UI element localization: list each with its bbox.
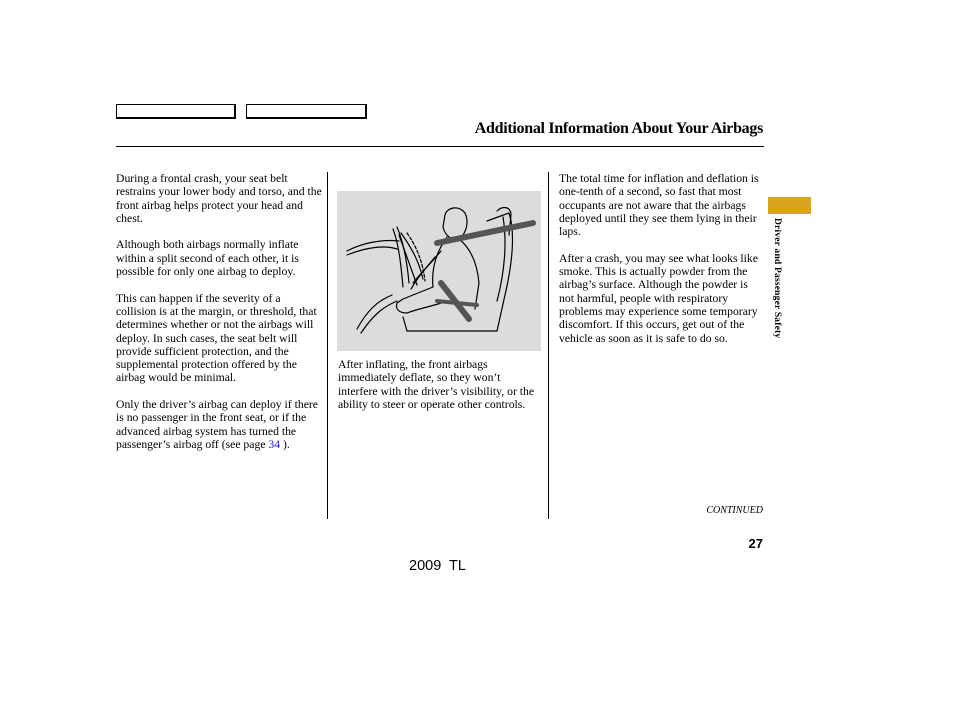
section-tab bbox=[768, 197, 811, 214]
column-divider bbox=[327, 172, 328, 519]
column-divider bbox=[548, 172, 549, 519]
illustration-caption: After inflating, the front airbags immediately deflate, so they won’t interfere with the driver’s visibility, or the ability to steer or operate other controls. bbox=[338, 358, 535, 411]
paragraph bbox=[116, 398, 322, 451]
paragraph: This can happen if the severity of a collision is at the margin, or threshold, that determines whether or not the airbags will deploy. In such cases, the seat belt will provide sufficient protection, and the supplemental protection offered by the airbag would be minimal. bbox=[116, 291, 317, 385]
nav-button-previous[interactable] bbox=[116, 104, 236, 119]
text-column-middle bbox=[338, 358, 538, 424]
page-title: Additional Information About Your Airbags bbox=[474, 120, 763, 137]
continued-label: CONTINUED bbox=[706, 505, 763, 516]
title-rule bbox=[116, 146, 764, 147]
paragraph: After a crash, you may see what looks like smoke. This is actually powder from the airbag’s surface. Although the powder is not harmful, people with respiratory problems may experience some temporary discomfort. If this occurs, get out of the vehicle as soon as it is safe to do so. bbox=[559, 251, 758, 345]
text-column-left bbox=[116, 172, 322, 465]
airbag-deploy-icon bbox=[337, 191, 541, 351]
paragraph: The total time for inflation and deflation is one-tenth of a second, so fast that most occupants are not aware that the airbags deployed until they see them lying in their laps. bbox=[559, 172, 759, 239]
page-link[interactable]: 34 bbox=[268, 437, 281, 451]
airbag-illustration bbox=[337, 191, 541, 351]
section-label: Driver and Passenger Safety bbox=[772, 218, 782, 339]
paragraph-end: ). bbox=[280, 437, 290, 451]
paragraph: During a frontal crash, your seat belt restrains your lower body and torso, and the front airbag helps protect your head and chest. bbox=[116, 172, 322, 225]
nav-button-next[interactable] bbox=[246, 104, 367, 119]
paragraph-text: Only the driver’s airbag can deploy if there is no passenger in the front seat, or if the advanced airbag system has turned the passenger’s airbag off (see page bbox=[116, 398, 318, 451]
page-number: 27 bbox=[748, 536, 763, 551]
model-label: 2009 TL bbox=[409, 558, 466, 574]
paragraph: Although both airbags normally inflate within a split second of each other, it is possible for only one airbag to deploy. bbox=[116, 238, 299, 279]
text-column-right bbox=[559, 172, 764, 358]
